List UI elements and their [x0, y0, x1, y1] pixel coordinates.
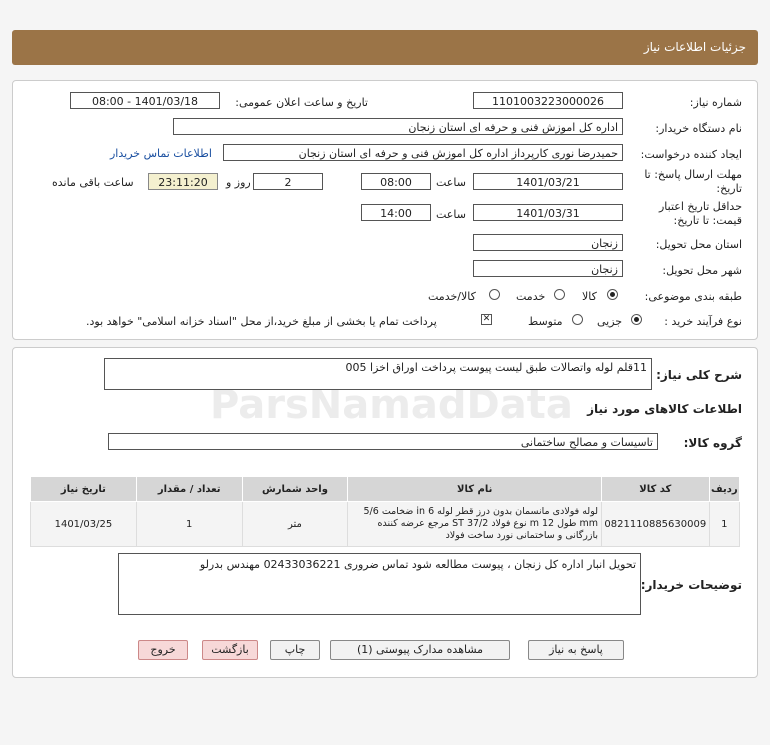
purchase-type-label: نوع فرآیند خرید : — [664, 315, 742, 328]
category-radio-goods[interactable] — [607, 289, 618, 300]
need-summary-label: شرح کلی نیاز: — [656, 368, 742, 382]
purchase-option-minor: جزیی — [597, 315, 623, 328]
days-label: روز و — [226, 176, 251, 189]
send-date-field[interactable]: 1401/03/21 — [473, 173, 623, 190]
cell-unit: متر — [242, 502, 348, 547]
province-field[interactable]: زنجان — [473, 234, 623, 251]
send-deadline-label: مهلت ارسال پاسخ: تا — [644, 168, 742, 181]
remaining-time-field: 23:11:20 — [148, 173, 218, 190]
category-option-service: خدمت — [516, 290, 546, 303]
purchase-option-medium: متوسط — [528, 315, 563, 328]
city-label: شهر محل تحویل: — [662, 264, 742, 277]
send-deadline-label-2: تاریخ: — [716, 182, 742, 195]
page-header — [12, 30, 758, 65]
category-radio-service[interactable] — [554, 289, 565, 300]
buyer-notes-field[interactable]: تحویل انبار اداره کل زنجان ، پیوست مطالعه شود تماس ضروری 02433036221 مهندس بدرلو — [118, 553, 641, 615]
cell-date: 1401/03/25 — [31, 502, 137, 547]
creator-field[interactable]: حمیدرضا نوری کارپرداز اداره کل اموزش فنی و حرفه ای استان زنجان — [223, 144, 623, 161]
remaining-time-label: ساعت باقی مانده — [52, 176, 134, 189]
col-date: تاریخ نیاز — [31, 477, 137, 502]
back-button[interactable]: بازگشت — [202, 640, 258, 660]
send-time-field[interactable]: 08:00 — [361, 173, 431, 190]
page-title: جزئیات اطلاعات نیاز — [643, 40, 746, 54]
category-radio-goods-service[interactable] — [489, 289, 500, 300]
need-number-field[interactable]: 1101003223000026 — [473, 92, 623, 109]
attachments-button[interactable]: مشاهده مدارک پیوستی (1) — [330, 640, 510, 660]
col-name: نام کالا — [348, 477, 602, 502]
days-field[interactable]: 2 — [253, 173, 323, 190]
announce-label: تاریخ و ساعت اعلان عمومی: — [235, 96, 368, 109]
announce-field[interactable]: 1401/03/18 - 08:00 — [70, 92, 220, 109]
goods-group-field[interactable]: تاسیسات و مصالح ساختمانی — [108, 433, 658, 450]
col-row: ردیف — [709, 477, 739, 502]
col-qty: تعداد / مقدار — [136, 477, 242, 502]
buyer-field[interactable]: اداره کل اموزش فنی و حرفه ای استان زنجان — [173, 118, 623, 135]
cell-code: 0821110885630009 — [602, 502, 710, 547]
cell-row: 1 — [709, 502, 739, 547]
province-label: استان محل تحویل: — [655, 238, 742, 251]
cell-qty: 1 — [136, 502, 242, 547]
exit-button[interactable]: خروج — [138, 640, 188, 660]
buyer-label: نام دستگاه خریدار: — [655, 122, 742, 135]
category-option-goods: کالا — [582, 290, 597, 303]
contact-buyer-link[interactable]: اطلاعات تماس خریدار — [110, 147, 212, 160]
validity-label-2: قیمت: تا تاریخ: — [673, 214, 742, 227]
validity-date-field[interactable]: 1401/03/31 — [473, 204, 623, 221]
buyer-notes-label: توضیحات خریدار: — [640, 578, 742, 592]
col-unit: واحد شمارش — [242, 477, 348, 502]
print-button[interactable]: چاپ — [270, 640, 320, 660]
validity-time-field[interactable]: 14:00 — [361, 204, 431, 221]
goods-group-label: گروه کالا: — [683, 436, 742, 450]
creator-label: ایجاد کننده درخواست: — [640, 148, 742, 161]
category-label: طبقه بندی موضوعی: — [644, 290, 742, 303]
purchase-radio-medium[interactable] — [572, 314, 583, 325]
cell-name: لوله فولادی مانسمان بدون درز قطر لوله 6 in ضخامت 5/6 mm طول 12 m نوع فولاد ST 37/2 مرجع عرضه کننده بازرگانی و ساختمانی نورد ساخت فولاد — [348, 502, 602, 547]
goods-table-header — [31, 477, 740, 502]
validity-label: حداقل تاریخ اعتبار — [658, 200, 742, 213]
goods-table — [30, 476, 740, 547]
reply-button[interactable]: پاسخ به نیاز — [528, 640, 624, 660]
treasury-checkbox[interactable]: ✕ — [482, 314, 491, 324]
table-row — [31, 502, 740, 547]
send-time-label: ساعت — [436, 176, 466, 189]
need-summary-field[interactable]: 11قلم لوله واتصالات طبق لیست پیوست پرداخت اوراق اخزا 005 — [104, 358, 652, 390]
col-code: کد کالا — [602, 477, 710, 502]
purchase-radio-minor[interactable] — [631, 314, 642, 325]
treasury-note: پرداخت تمام یا بخشی از مبلغ خرید،از محل "اسناد خزانه اسلامی" خواهد بود. — [86, 315, 437, 328]
city-field[interactable]: زنجان — [473, 260, 623, 277]
category-option-goods-service: کالا/خدمت — [428, 290, 476, 303]
need-number-label: شماره نیاز: — [689, 96, 742, 109]
validity-time-label: ساعت — [436, 208, 466, 221]
goods-info-title: اطلاعات کالاهای مورد نیاز — [587, 402, 742, 416]
